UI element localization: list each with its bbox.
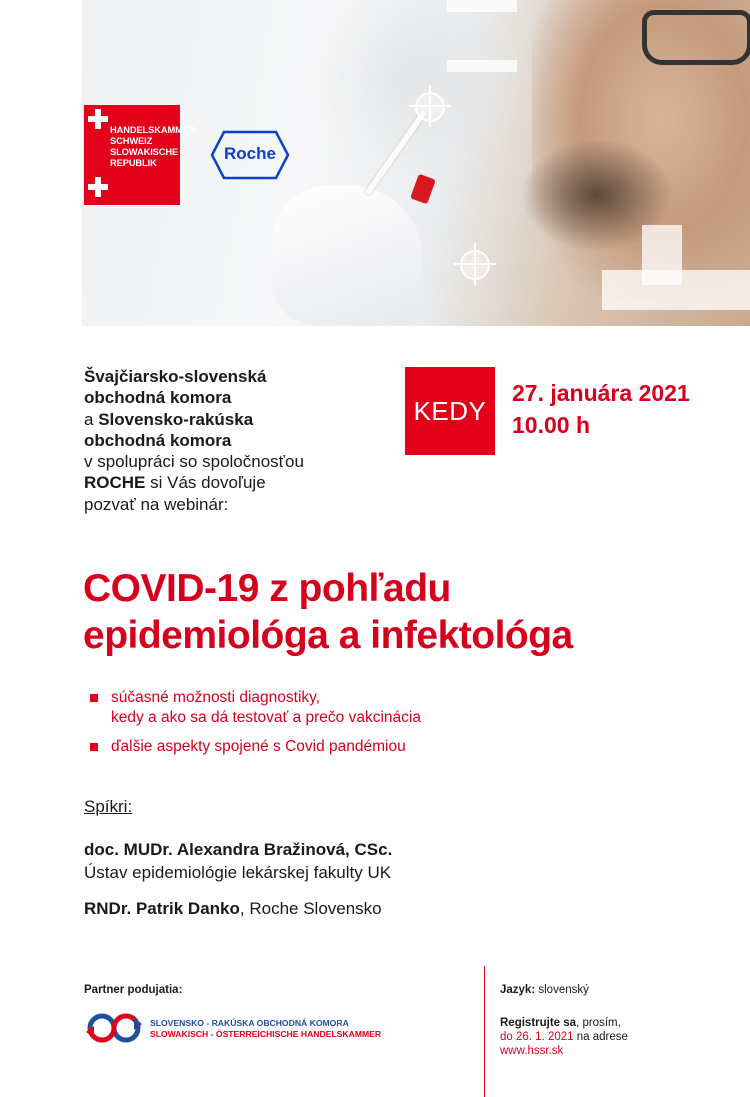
- intro-org2-cont: obchodná komora: [84, 430, 232, 450]
- patient-glasses: [642, 10, 750, 65]
- event-time: 10.00 h: [512, 412, 590, 438]
- topic-list: [90, 688, 421, 766]
- register-at: na adrese: [573, 1031, 628, 1043]
- intro-webinar: pozvať na webinár:: [84, 494, 229, 514]
- register-please: , prosím,: [576, 1017, 621, 1029]
- list-item-text: kedy a ako sa dá testovať a prečo vakcinácia: [111, 709, 421, 726]
- speaker-affiliation: Ústav epidemiológie lekárskej fakulty UK: [84, 863, 392, 882]
- footer-divider: [484, 966, 485, 1097]
- speaker-2: [84, 897, 382, 920]
- speaker-name: RNDr. Patrik Danko: [84, 899, 240, 918]
- intro-invites: si Vás dovoľuje: [145, 473, 266, 493]
- register-link[interactable]: www.hssr.sk: [500, 1045, 564, 1057]
- logo-line: REPUBLIK: [110, 158, 157, 168]
- partner-logo: [84, 1010, 404, 1046]
- register-deadline: do 26. 1. 2021: [500, 1031, 574, 1043]
- title-line: COVID-19 z pohľadu: [83, 567, 451, 610]
- speaker-name: doc. MUDr. Alexandra Bražinová, CSc.: [84, 840, 393, 859]
- partner-name-de: SLOWAKISCH - ÖSTERREICHISCHE HANDELSKAMMER: [150, 1029, 382, 1039]
- list-item: [90, 737, 421, 757]
- event-date: 27. januára 2021: [512, 380, 690, 406]
- roche-logo-text: Roche: [224, 144, 276, 163]
- intro-org1-cont: obchodná komora: [84, 388, 232, 408]
- virus-icon: [415, 92, 445, 122]
- event-datetime: [512, 377, 690, 441]
- registration-info: [500, 1016, 628, 1058]
- virus-icon: [460, 250, 490, 280]
- intro-org1: Švajčiarsko-slovenská: [84, 367, 267, 386]
- intro-org2: Slovensko-rakúska: [98, 409, 254, 429]
- logo-line: HANDELSKAMMER: [110, 125, 196, 135]
- register-label: Registrujte sa: [500, 1017, 577, 1029]
- swiss-cross-icon: [88, 177, 108, 197]
- title-line: epidemiológa a infektológa: [83, 614, 573, 657]
- partner-name: [150, 1018, 381, 1040]
- partner-name-sk: SLOVENSKO - RAKÚSKA OBCHODNÁ KOMORA: [150, 1018, 349, 1028]
- logo-line: SLOWAKISCHE: [110, 147, 179, 157]
- intro-roche: ROCHE: [84, 473, 146, 493]
- roche-logo: [210, 130, 290, 180]
- handelskammer-logo: [84, 105, 196, 205]
- language-value: slovenský: [535, 984, 589, 996]
- decorative-plus-shape: [642, 225, 682, 285]
- logo-line: SCHWEIZ: [110, 136, 153, 146]
- doctor-mask-blur: [302, 0, 532, 180]
- intro-and: a: [84, 409, 99, 429]
- invitation-intro: [84, 366, 384, 515]
- partner-arrows-icon: [84, 1010, 144, 1046]
- speaker-affiliation: , Roche Slovensko: [239, 899, 382, 918]
- doctor-glove: [272, 185, 422, 325]
- list-item-text: súčasné možnosti diagnostiky,: [111, 689, 321, 706]
- webinar-title: [83, 565, 573, 659]
- language-label: Jazyk:: [500, 984, 536, 996]
- bullet-square-icon: [90, 743, 98, 751]
- list-item-text: ďalšie aspekty spojené s Covid pandémiou: [111, 738, 406, 755]
- decorative-plus-shape: [447, 60, 517, 72]
- handelskammer-logo-text: [110, 125, 195, 169]
- list-item: [90, 688, 421, 728]
- swiss-cross-icon: [88, 109, 108, 129]
- bullet-square-icon: [90, 694, 98, 702]
- speaker-1: [84, 838, 392, 884]
- partner-label: Partner podujatia:: [84, 984, 183, 996]
- language-info: [500, 984, 589, 996]
- speakers-heading: Spíkri:: [84, 797, 133, 816]
- intro-cooperation: v spolupráci so spoločnosťou: [84, 452, 304, 472]
- decorative-plus-shape: [447, 0, 517, 12]
- when-badge: KEDY: [405, 367, 495, 455]
